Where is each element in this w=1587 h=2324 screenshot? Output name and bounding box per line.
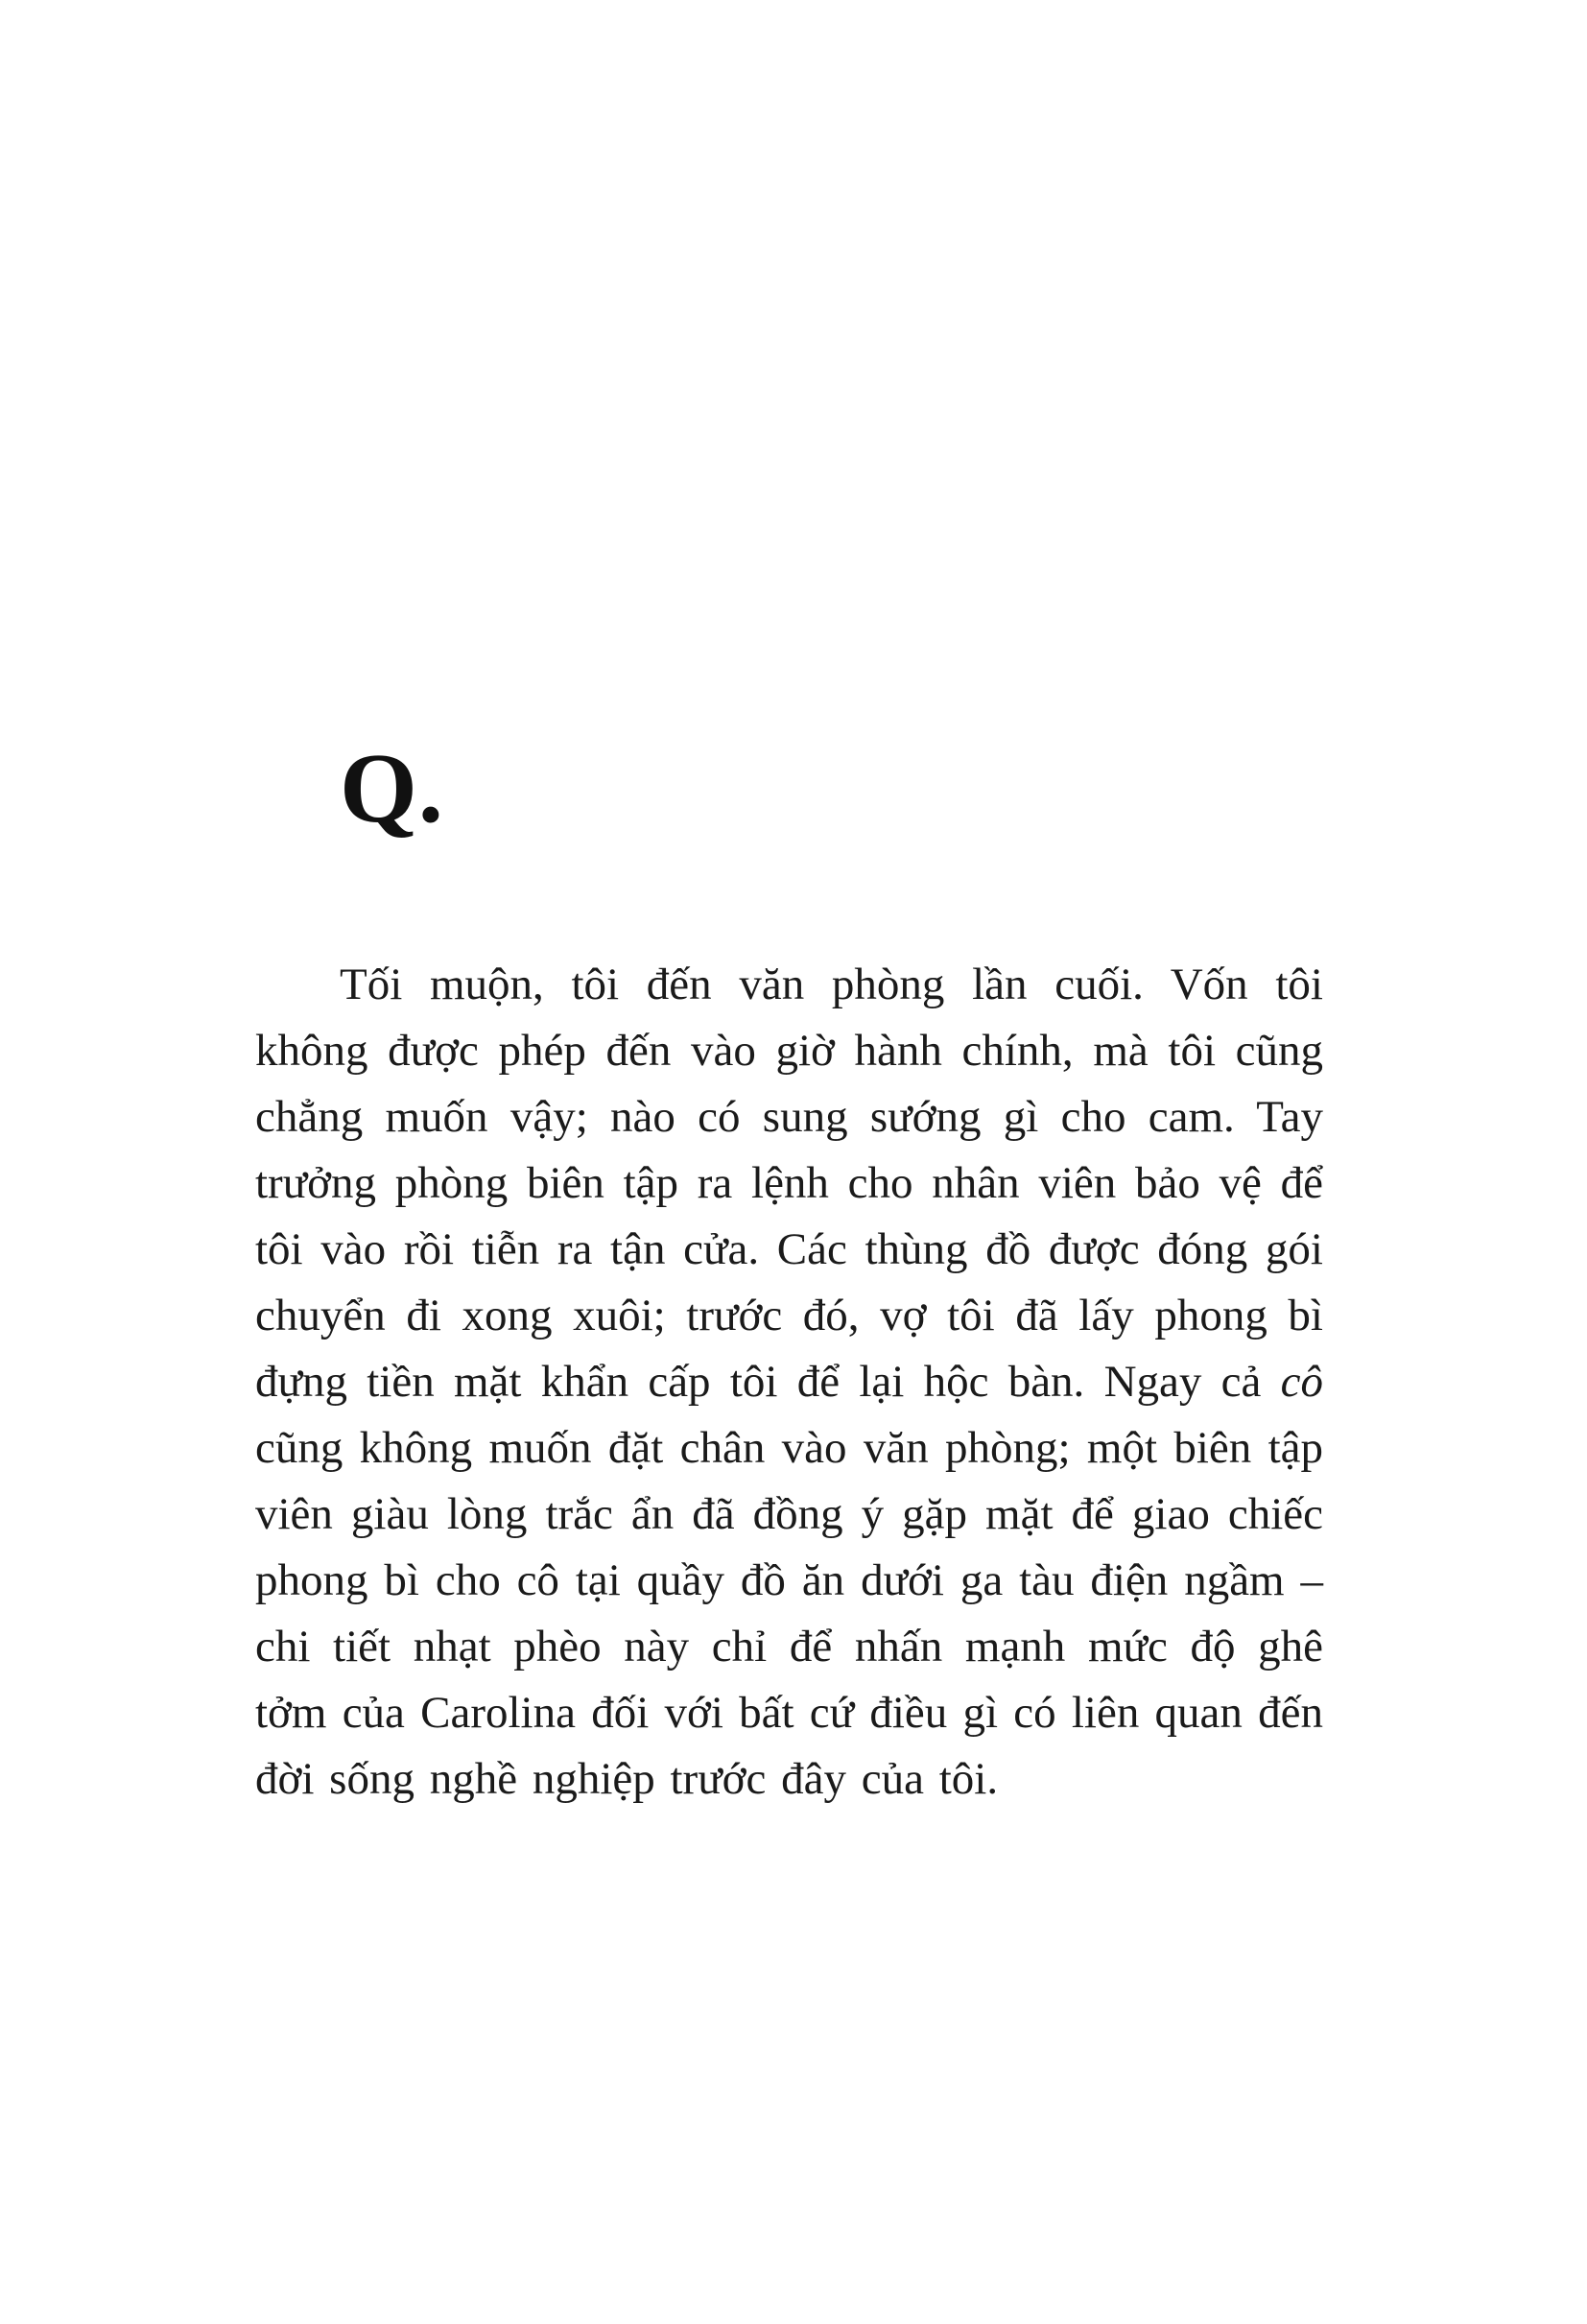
- chapter-letter: Q.: [340, 733, 444, 843]
- paragraph-text-before-italic: Tối muộn, tôi đến văn phòng lần cuối. Vốn tôi không được phép đến vào giờ hành chính, mà tôi cũng chẳng muốn vậy; nào có sung sướng gì cho cam. Tay trưởng phòng biên tập ra lệnh cho nhân viên bảo vệ để tôi vào rồi tiễn ra tận cửa. Các thùng đồ được đóng gói chuyển đi xong xuôi; trước đó, vợ tôi đã lấy phong bì đựng tiền mặt khẩn cấp tôi để lại hộc bàn. Ngay cả: [255, 960, 1323, 1407]
- body-paragraph: [255, 952, 1323, 1813]
- paragraph-italic-word: cô: [1280, 1357, 1323, 1407]
- page-content: [255, 733, 1323, 1813]
- paragraph-text-after-italic: cũng không muốn đặt chân vào văn phòng; một biên tập viên giàu lòng trắc ẩn đã đồng ý gặp mặt để giao chiếc phong bì cho cô tại quầy đồ ăn dưới ga tàu điện ngầm – chi tiết nhạt phèo này chỉ để nhấn mạnh mức độ ghê tởm của Carolina đối với bất cứ điều gì có liên quan đến đời sống nghề nghiệp trước đây của tôi.: [255, 1423, 1323, 1804]
